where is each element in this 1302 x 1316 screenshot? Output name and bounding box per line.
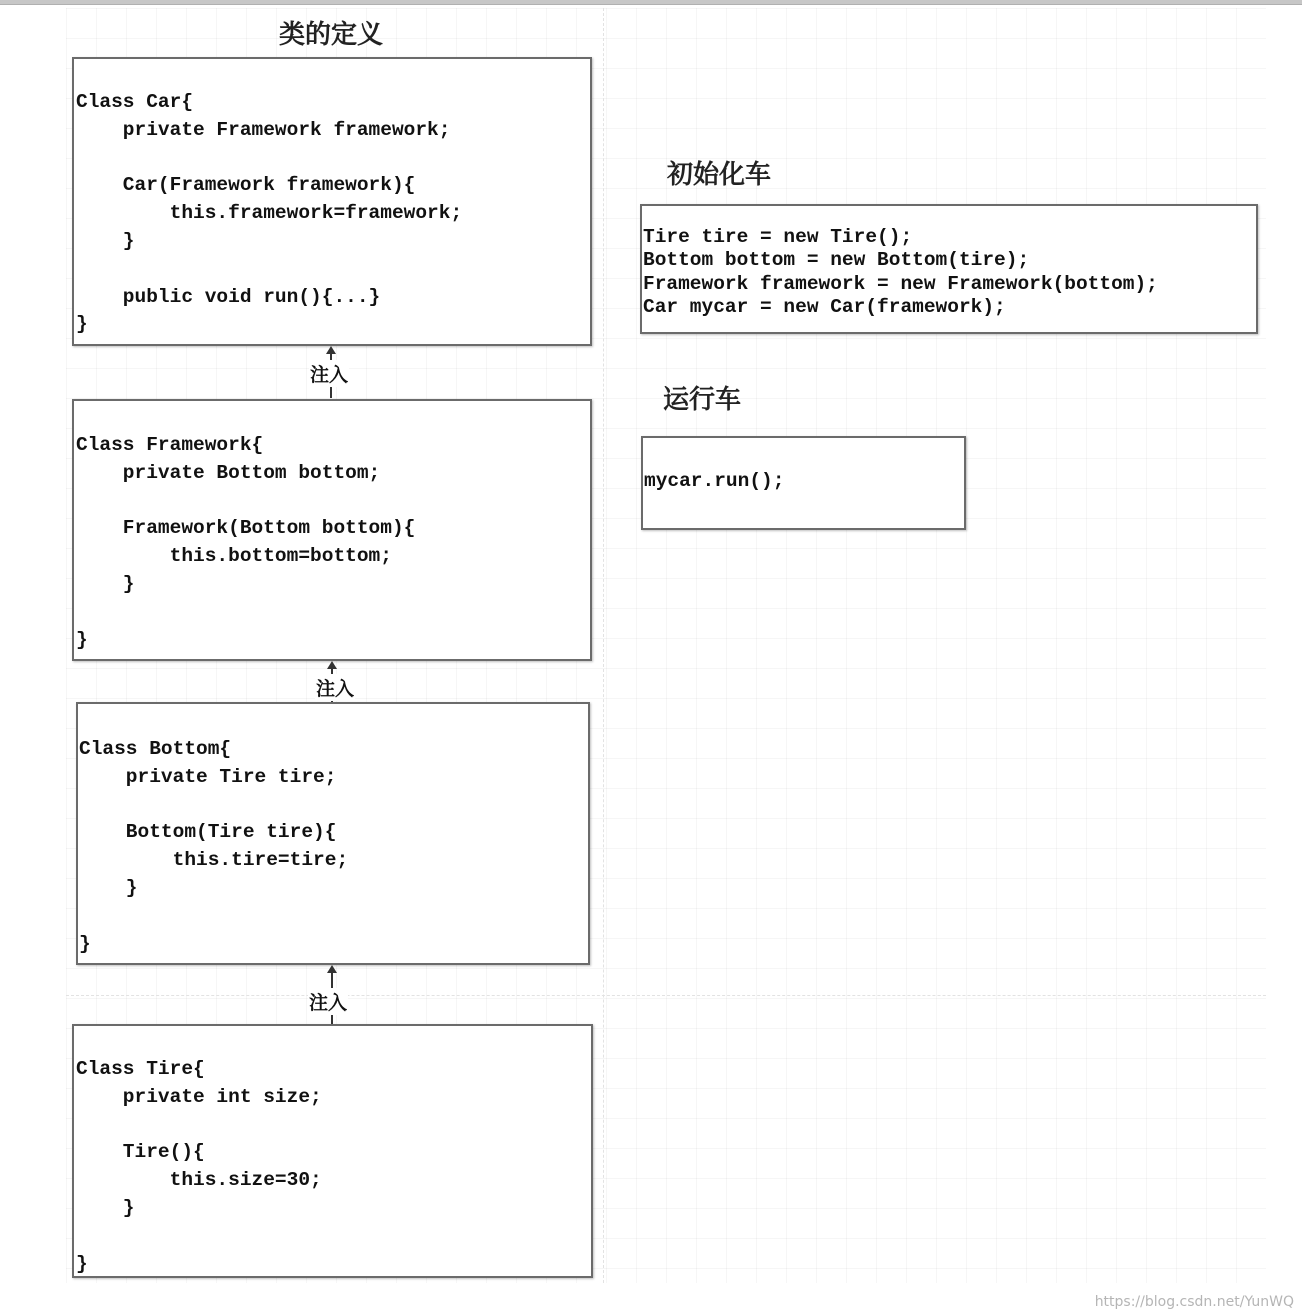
class-definitions-heading: 类的定义: [279, 20, 384, 50]
bottom-class-code: Class Bottom{ private Tire tire; Bottom(Tire tire){ this.tire=tire; } }: [79, 738, 349, 955]
run-code-box: [641, 436, 966, 530]
car-class-code: Class Car{ private Framework framework; Car(Framework framework){ this.framework=framework; } public void run(){...} }: [76, 91, 463, 336]
tire-class-box: [72, 1024, 593, 1278]
run-code: mycar.run();: [644, 470, 785, 492]
tire-class-code: Class Tire{ private int size; Tire(){ this.size=30; } }: [76, 1058, 322, 1275]
inject-label-3: 注入: [308, 988, 348, 1015]
top-edge-bar: [0, 0, 1302, 5]
framework-class-box: [72, 399, 592, 661]
car-class-box: [72, 57, 592, 346]
init-code-box: [640, 204, 1258, 334]
canvas-divider-vertical: [603, 8, 604, 1283]
run-car-heading: 运行车: [663, 385, 742, 415]
init-code: Tire tire = new Tire(); Bottom bottom = new Bottom(tire); Framework framework = new Framework(bottom); Car mycar = new Car(framework);: [643, 226, 1158, 319]
inject-label-2: 注入: [315, 674, 355, 701]
framework-class-code: Class Framework{ private Bottom bottom; Framework(Bottom bottom){ this.bottom=bottom; } }: [76, 434, 416, 651]
init-car-heading: 初始化车: [667, 160, 772, 190]
watermark: https://blog.csdn.net/YunWQ: [1094, 1294, 1294, 1310]
inject-label-1: 注入: [309, 360, 349, 387]
canvas-divider-horizontal: [66, 995, 1266, 996]
bottom-class-box: [76, 702, 590, 965]
